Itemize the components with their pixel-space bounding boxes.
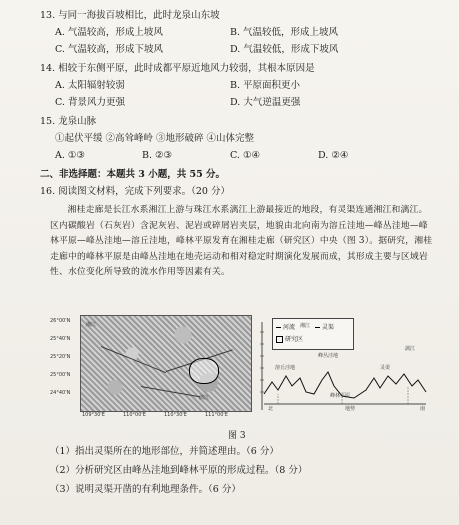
region-map	[80, 315, 252, 412]
q14-option-a: A. 太阳辐射较弱	[55, 80, 125, 91]
legend-item: 河流	[276, 322, 295, 331]
map-label: 湘江	[86, 322, 97, 328]
river-label: 漓江	[199, 395, 210, 401]
q13-option-c: C. 气温较高，形成下坡风	[55, 44, 163, 55]
figure-caption: 图 3	[228, 431, 246, 441]
legend-xiang: 湘江	[300, 323, 311, 329]
profile-label: 灵渠	[380, 365, 391, 371]
profile-label: 峰丛洼地	[318, 353, 339, 359]
study-area-outline	[189, 358, 219, 384]
q14-stem: 14. 相较于东侧平原，此时成都平原近地风力较弱，其根本原因是	[40, 63, 315, 74]
q16-sub1: （1）指出灵渠所在的地形部位，并简述理由。（6 分）	[50, 446, 279, 457]
legend-item: 研究区	[276, 334, 303, 343]
q16-sub3: （3）说明灵渠开凿的有利地理条件。（6 分）	[50, 484, 241, 495]
legend-li: 漓江	[405, 346, 416, 352]
q16-stem: 16. 阅读图文材料，完成下列要求。（20 分）	[40, 186, 230, 197]
lon-label: 111°00'E	[205, 412, 228, 418]
q16-material: 湘桂走廊是长江水系湘江上游与珠江水系漓江上游最接近的地段，有灵渠连通湘江和漓江。区内碳酸岩（石灰岩）含泥灰岩、泥岩或碎屑岩夹层，地貌由北向南为溶丘洼地—峰丛洼地—峰林平原—峰丛洼地—溶丘洼地，峰林平原发育在湘桂走廊（研究区）中央（图 3）。据研究，湘桂走廊中的峰林平原是由峰丛洼地在地壳运动和相对稳定时期演化发展而成，其形成主要与区域岩性、水位变化所导致的流水作用等因素有关。	[50, 205, 433, 277]
section-heading: 二、非选择题：本题共 3 小题，共 55 分。	[40, 169, 226, 180]
lon-label: 110°30'E	[164, 412, 187, 418]
profile-label: 地势	[345, 406, 356, 412]
q15-option-c: C. ①④	[230, 150, 261, 161]
lon-label: 109°30'E	[82, 412, 105, 418]
lat-label: 25°00'N	[50, 372, 71, 378]
q16-sub2: （2）分析研究区由峰丛洼地到峰林平原的形成过程。（8 分）	[50, 465, 308, 476]
q15-items: ①起伏平缓 ②高耸峰岭 ③地形破碎 ④山体完整	[55, 133, 255, 144]
legend-item: 灵渠	[315, 322, 334, 331]
q14-option-c: C. 背景风力更强	[55, 97, 125, 108]
q15-option-d: D. ②④	[318, 150, 349, 161]
q13-option-b: B. 气温较低，形成上坡风	[230, 27, 339, 38]
lat-label: 24°40'N	[50, 390, 71, 396]
profile-label: 溶丘洼地	[275, 365, 296, 371]
q15-option-b: B. ②③	[142, 150, 173, 161]
q13-option-a: A. 气温较高，形成上坡风	[55, 27, 163, 38]
lat-label: 25°20'N	[50, 354, 71, 360]
q14-option-d: D. 大气逆温更强	[230, 97, 301, 108]
river-line	[101, 346, 166, 373]
river-line	[141, 386, 200, 397]
lon-label: 110°00'E	[123, 412, 146, 418]
q15-option-a: A. ①③	[55, 150, 85, 161]
q14-option-b: B. 平原面积更小	[230, 80, 301, 91]
q15-stem: 15. 龙泉山脉	[40, 116, 97, 127]
lat-label: 25°40'N	[50, 336, 71, 342]
q13-option-d: D. 气温较低，形成下坡风	[230, 44, 339, 55]
profile-label: 峰林平原	[330, 393, 351, 399]
lat-label: 26°00'N	[50, 318, 71, 324]
profile-label: 北	[268, 406, 274, 412]
q13-stem: 13. 与同一海拔百坡相比，此时龙泉山东坡	[40, 10, 220, 21]
profile-label: 南	[420, 406, 426, 412]
